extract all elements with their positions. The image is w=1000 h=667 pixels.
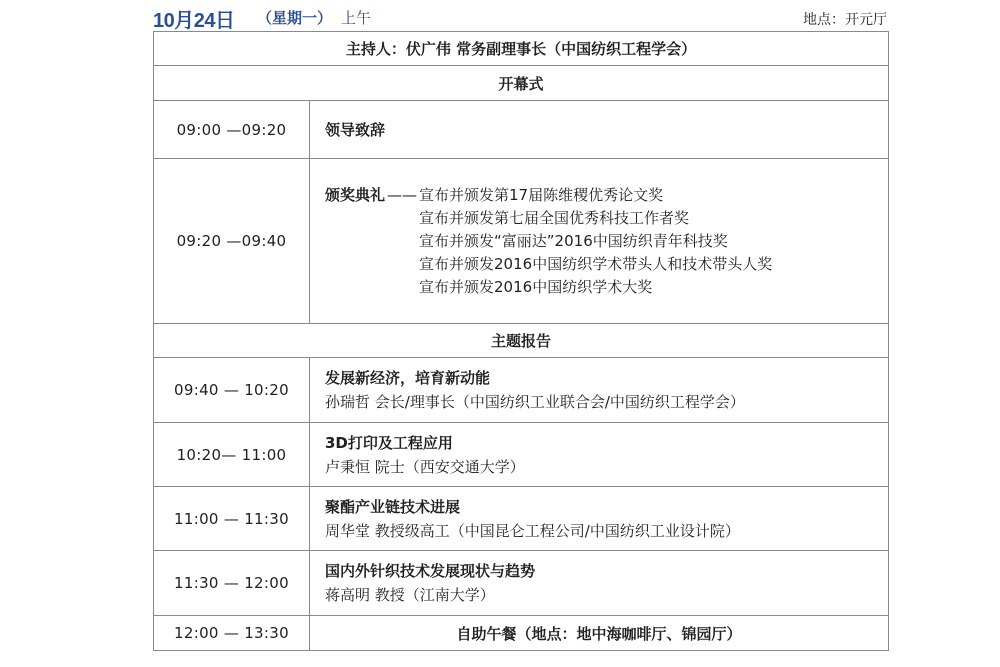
table-row (154, 101, 889, 159)
award-item: 宣布并颁发“富丽达”2016中国纺织青年科技奖 (419, 231, 728, 250)
lunch-item: 自助午餐（地点：地中海咖啡厅、锦园厅） (310, 616, 889, 651)
talk-title: 3D打印及工程应用 (325, 433, 453, 452)
keynote-heading: 主题报告 (154, 324, 889, 358)
time-slot: 09:20 —09:40 (154, 159, 310, 324)
talk-cell (310, 358, 889, 423)
section-heading-row (154, 66, 889, 101)
section-heading-row (154, 324, 889, 358)
time-slot: 12:00 — 13:30 (154, 616, 310, 651)
opening-heading: 开幕式 (154, 66, 889, 101)
host-row (154, 32, 889, 66)
talk-title: 发展新经济，培育新动能 (325, 369, 491, 387)
award-dash: —— (387, 185, 418, 204)
award-item: 宣布并颁发第17届陈维稷优秀论文奖 (419, 185, 664, 204)
talk-speaker: 周华堂 教授级高工（中国昆仑工程公司/中国纺织工业设计院） (325, 521, 740, 540)
time-slot: 11:00 — 11:30 (154, 487, 310, 551)
schedule-table (153, 31, 889, 651)
table-row (154, 358, 889, 423)
session-period: 上午 (341, 9, 372, 27)
award-item: 宣布并颁发2016中国纺织学术带头人和技术带头人奖 (419, 254, 773, 273)
award-item: 宣布并颁发2016中国纺织学术大奖 (419, 277, 653, 296)
agenda-item: 领导致辞 (310, 101, 889, 159)
table-row (154, 487, 889, 551)
talk-speaker: 孙瑞哲 会长/理事长（中国纺织工业联合会/中国纺织工程学会） (325, 393, 745, 411)
time-slot: 10:20— 11:00 (154, 423, 310, 487)
table-row (154, 616, 889, 651)
award-label: 颁奖典礼 (325, 185, 386, 204)
session-weekday: （星期一） (257, 9, 333, 27)
talk-speaker: 卢秉恒 院士（西安交通大学） (325, 457, 525, 476)
session-location: 地点：开元厅 (803, 12, 887, 28)
talk-cell (310, 487, 889, 551)
award-ceremony (310, 159, 889, 324)
time-slot: 11:30 — 12:00 (154, 551, 310, 616)
award-item: 宣布并颁发第七届全国优秀科技工作者奖 (419, 208, 690, 227)
talk-title: 国内外针织技术发展现状与趋势 (325, 562, 536, 580)
talk-title: 聚酯产业链技术进展 (325, 497, 461, 516)
host-text: 主持人：伏广伟 常务副理事长（中国纺织工程学会） (154, 32, 889, 66)
table-row (154, 551, 889, 616)
time-slot: 09:40 — 10:20 (154, 358, 310, 423)
table-row (154, 423, 889, 487)
time-slot: 09:00 —09:20 (154, 101, 310, 159)
award-row (154, 159, 889, 324)
award-list (419, 184, 772, 299)
talk-speaker: 蒋高明 教授（江南大学） (325, 586, 495, 604)
schedule-header (153, 4, 889, 32)
talk-cell (310, 551, 889, 616)
talk-cell (310, 423, 889, 487)
session-date: 10月24日 (153, 10, 235, 32)
